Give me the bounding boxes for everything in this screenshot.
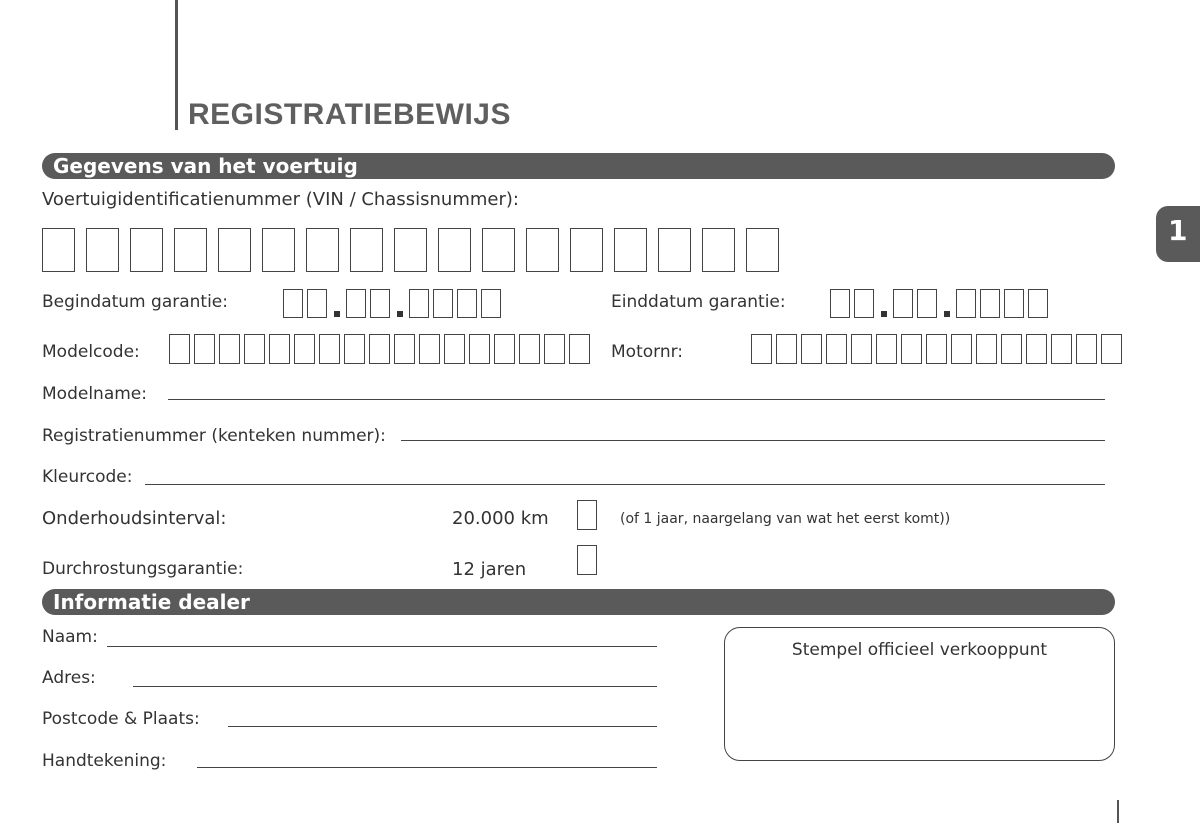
date-digit-box[interactable]	[917, 289, 937, 318]
bottom-vertical-rule	[1117, 800, 1119, 823]
date-digit-box[interactable]	[830, 289, 850, 318]
vin-char-box[interactable]	[218, 228, 251, 272]
engine-number-char-box[interactable]	[976, 334, 997, 364]
engine-number-char-box[interactable]	[851, 334, 872, 364]
date-digit-box[interactable]	[893, 289, 913, 318]
model-code-char-box[interactable]	[294, 334, 315, 364]
model-code-label: Modelcode:	[42, 342, 140, 362]
engine-number-char-box[interactable]	[1051, 334, 1072, 364]
model-code-char-box[interactable]	[544, 334, 565, 364]
dealer-stamp-label: Stempel officieel verkooppunt	[791, 640, 1048, 660]
date-separator	[397, 311, 403, 317]
vin-char-box[interactable]	[174, 228, 207, 272]
engine-number-char-box[interactable]	[1076, 334, 1097, 364]
model-code-char-box[interactable]	[219, 334, 240, 364]
dealer-stamp-box	[724, 627, 1115, 761]
date-digit-box[interactable]	[854, 289, 874, 318]
vin-label: Voertuigidentificatienummer (VIN / Chassisnummer):	[42, 189, 519, 210]
date-digit-box[interactable]	[370, 289, 390, 318]
dealer-address-label: Adres:	[42, 668, 96, 688]
vehicle-section-header	[42, 153, 1115, 179]
page-title: REGISTRATIEBEWIJS	[188, 98, 511, 131]
engine-number-char-box[interactable]	[776, 334, 797, 364]
engine-number-label: Motornr:	[611, 342, 684, 362]
engine-number-boxes[interactable]	[751, 334, 1126, 364]
engine-number-char-box[interactable]	[876, 334, 897, 364]
date-separator	[944, 311, 950, 317]
vin-char-box[interactable]	[702, 228, 735, 272]
date-digit-box[interactable]	[433, 289, 453, 318]
model-code-char-box[interactable]	[369, 334, 390, 364]
color-code-label: Kleurcode:	[42, 467, 133, 487]
engine-number-char-box[interactable]	[901, 334, 922, 364]
maintenance-value: 20.000 km	[452, 508, 549, 529]
dealer-signature-line[interactable]	[197, 767, 657, 768]
engine-number-char-box[interactable]	[826, 334, 847, 364]
date-digit-box[interactable]	[409, 289, 429, 318]
vin-char-box[interactable]	[570, 228, 603, 272]
engine-number-char-box[interactable]	[751, 334, 772, 364]
date-digit-box[interactable]	[457, 289, 477, 318]
vin-char-box[interactable]	[86, 228, 119, 272]
vehicle-section-title: Gegevens van het voertuig	[53, 154, 358, 178]
model-code-boxes[interactable]	[169, 334, 594, 364]
model-code-char-box[interactable]	[444, 334, 465, 364]
model-code-char-box[interactable]	[569, 334, 590, 364]
model-code-char-box[interactable]	[419, 334, 440, 364]
color-code-line[interactable]	[145, 484, 1105, 485]
maintenance-checkbox[interactable]	[577, 500, 597, 530]
engine-number-char-box[interactable]	[951, 334, 972, 364]
start-warranty-date-boxes[interactable]	[283, 289, 505, 318]
engine-number-char-box[interactable]	[1001, 334, 1022, 364]
vin-char-box[interactable]	[482, 228, 515, 272]
vin-char-box[interactable]	[526, 228, 559, 272]
vin-input-boxes[interactable]	[42, 228, 790, 272]
model-code-char-box[interactable]	[194, 334, 215, 364]
dealer-signature-label: Handtekening:	[42, 751, 167, 771]
end-warranty-label: Einddatum garantie:	[611, 292, 786, 312]
rust-warranty-label: Durchrostungsgarantie:	[42, 559, 244, 579]
vin-char-box[interactable]	[130, 228, 163, 272]
maintenance-label: Onderhoudsinterval:	[42, 508, 227, 529]
chapter-tab	[1156, 206, 1200, 262]
engine-number-char-box[interactable]	[926, 334, 947, 364]
model-code-char-box[interactable]	[469, 334, 490, 364]
vin-char-box[interactable]	[42, 228, 75, 272]
registration-line[interactable]	[401, 440, 1105, 441]
date-digit-box[interactable]	[956, 289, 976, 318]
date-digit-box[interactable]	[980, 289, 1000, 318]
vin-char-box[interactable]	[658, 228, 691, 272]
rust-warranty-value: 12 jaren	[452, 559, 527, 580]
date-digit-box[interactable]	[283, 289, 303, 318]
start-warranty-label: Begindatum garantie:	[42, 292, 228, 312]
dealer-name-label: Naam:	[42, 627, 98, 647]
model-name-line[interactable]	[168, 399, 1105, 400]
model-code-char-box[interactable]	[169, 334, 190, 364]
vin-char-box[interactable]	[350, 228, 383, 272]
end-warranty-date-boxes[interactable]	[830, 289, 1052, 318]
dealer-name-line[interactable]	[107, 646, 657, 647]
model-name-label: Modelname:	[42, 384, 147, 404]
date-digit-box[interactable]	[481, 289, 501, 318]
vin-char-box[interactable]	[746, 228, 779, 272]
model-code-char-box[interactable]	[519, 334, 540, 364]
rust-warranty-checkbox[interactable]	[577, 545, 597, 575]
top-vertical-rule	[175, 0, 178, 130]
model-code-char-box[interactable]	[494, 334, 515, 364]
date-digit-box[interactable]	[1004, 289, 1024, 318]
dealer-address-line[interactable]	[133, 686, 657, 687]
model-code-char-box[interactable]	[319, 334, 340, 364]
vin-char-box[interactable]	[394, 228, 427, 272]
dealer-section-title: Informatie dealer	[53, 590, 250, 614]
engine-number-char-box[interactable]	[1101, 334, 1122, 364]
dealer-section-header	[42, 589, 1115, 615]
date-digit-box[interactable]	[307, 289, 327, 318]
dealer-postcode-label: Postcode & Plaats:	[42, 709, 200, 729]
date-digit-box[interactable]	[1028, 289, 1048, 318]
model-code-char-box[interactable]	[344, 334, 365, 364]
model-code-char-box[interactable]	[269, 334, 290, 364]
vin-char-box[interactable]	[262, 228, 295, 272]
chapter-number: 1	[1168, 214, 1188, 247]
model-code-char-box[interactable]	[394, 334, 415, 364]
model-code-char-box[interactable]	[244, 334, 265, 364]
dealer-postcode-line[interactable]	[228, 726, 657, 727]
date-separator	[334, 311, 340, 317]
vin-char-box[interactable]	[614, 228, 647, 272]
vin-char-box[interactable]	[438, 228, 471, 272]
date-separator	[881, 311, 887, 317]
maintenance-note: (of 1 jaar, naargelang van wat het eerst komt))	[620, 511, 951, 527]
engine-number-char-box[interactable]	[801, 334, 822, 364]
vin-char-box[interactable]	[306, 228, 339, 272]
engine-number-char-box[interactable]	[1026, 334, 1047, 364]
registration-label: Registratienummer (kenteken nummer):	[42, 426, 386, 446]
date-digit-box[interactable]	[346, 289, 366, 318]
